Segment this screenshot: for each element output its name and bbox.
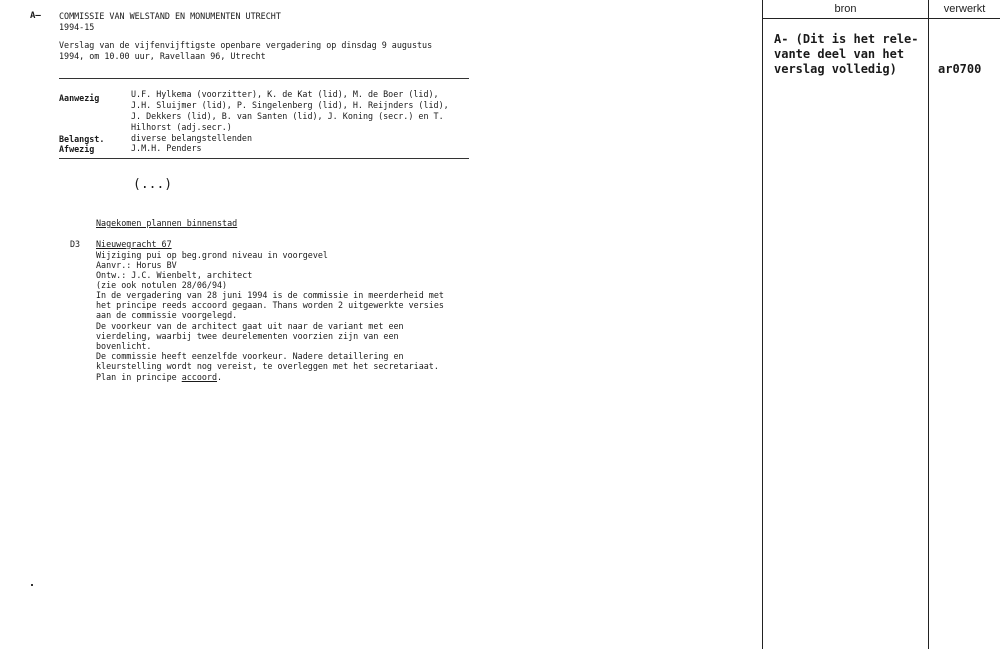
item-line-3: Ontw.: J.C. Wienbelt, architect: [96, 270, 253, 280]
section-title: Nagekomen plannen binnenstad: [96, 218, 238, 228]
bron-note-line-3: verslag volledig): [774, 62, 897, 76]
stray-mark: [31, 584, 33, 586]
conclusion-prefix: Plan in principe: [96, 372, 182, 382]
item-address: Nieuwegracht 67: [96, 239, 172, 249]
item-code: D3: [70, 239, 81, 249]
item-line-5: In de vergadering van 28 juni 1994 is de commissie in meerderheid met: [96, 290, 444, 300]
bron-note-line-1: A- (Dit is het rele-: [774, 32, 919, 46]
present-label: Aanwezig: [59, 93, 100, 103]
verwerkt-column-header: verwerkt: [943, 3, 986, 15]
report-line-1: Verslag van de vijfenvijftigste openbare vergadering op dinsdag 9 augustus: [59, 40, 433, 50]
divider-bottom: [59, 158, 469, 159]
bron-column-left-border: [762, 0, 763, 649]
conclusion-suffix: .: [217, 372, 223, 382]
divider-top: [59, 78, 469, 79]
bron-note-line-2: vante deel van het: [774, 47, 905, 61]
item-line-4: (zie ook notulen 28/06/94): [96, 280, 228, 290]
item-line-11: De commissie heeft eenzelfde voorkeur. Nadere detaillering en: [96, 351, 404, 361]
stakeholders-value: diverse belangstellenden: [131, 133, 253, 143]
column-header-divider: [762, 18, 1000, 19]
verwerkt-code: ar0700: [938, 62, 982, 76]
present-line-3: J. Dekkers (lid), B. van Santen (lid), J. Koning (secr.) en T.: [131, 111, 444, 121]
absent-label: Afwezig: [59, 144, 95, 154]
year-range: 1994-15: [59, 22, 95, 32]
absent-value: J.M.H. Penders: [131, 143, 202, 153]
item-line-10: bovenlicht.: [96, 341, 152, 351]
bron-column-header: bron: [834, 3, 857, 15]
stakeholders-label: Belangst.: [59, 134, 105, 144]
bron-column-right-border: [928, 0, 929, 649]
item-line-9: vierdeling, waarbij twee deurelementen voorzien zijn van een: [96, 331, 399, 341]
item-line-2: Aanvr.: Horus BV: [96, 260, 177, 270]
present-line-1: U.F. Hylkema (voorzitter), K. de Kat (lid), M. de Boer (lid),: [131, 89, 439, 99]
present-line-4: Hilhorst (adj.secr.): [131, 122, 232, 132]
organization-title: COMMISSIE VAN WELSTAND EN MONUMENTEN UTRECHT: [59, 11, 281, 21]
omission-ellipsis: (...): [133, 177, 173, 192]
present-line-2: J.H. Sluijmer (lid), P. Singelenberg (lid), H. Reijnders (lid),: [131, 100, 449, 110]
report-line-2: 1994, om 10.00 uur, Ravellaan 96, Utrecht: [59, 51, 266, 61]
item-conclusion: [96, 372, 222, 382]
document-marker: A—: [30, 11, 41, 21]
item-line-7: aan de commissie voorgelegd.: [96, 310, 238, 320]
item-line-6: het principe reeds accoord gegaan. Thans worden 2 uitgewerkte versies: [96, 300, 444, 310]
conclusion-accoord: accoord: [181, 372, 218, 382]
item-line-12: kleurstelling wordt nog vereist, te overleggen met het secretariaat.: [96, 361, 439, 371]
item-line-1: Wijziging pui op beg.grond niveau in voorgevel: [96, 250, 328, 260]
item-line-8: De voorkeur van de architect gaat uit naar de variant met een: [96, 321, 404, 331]
